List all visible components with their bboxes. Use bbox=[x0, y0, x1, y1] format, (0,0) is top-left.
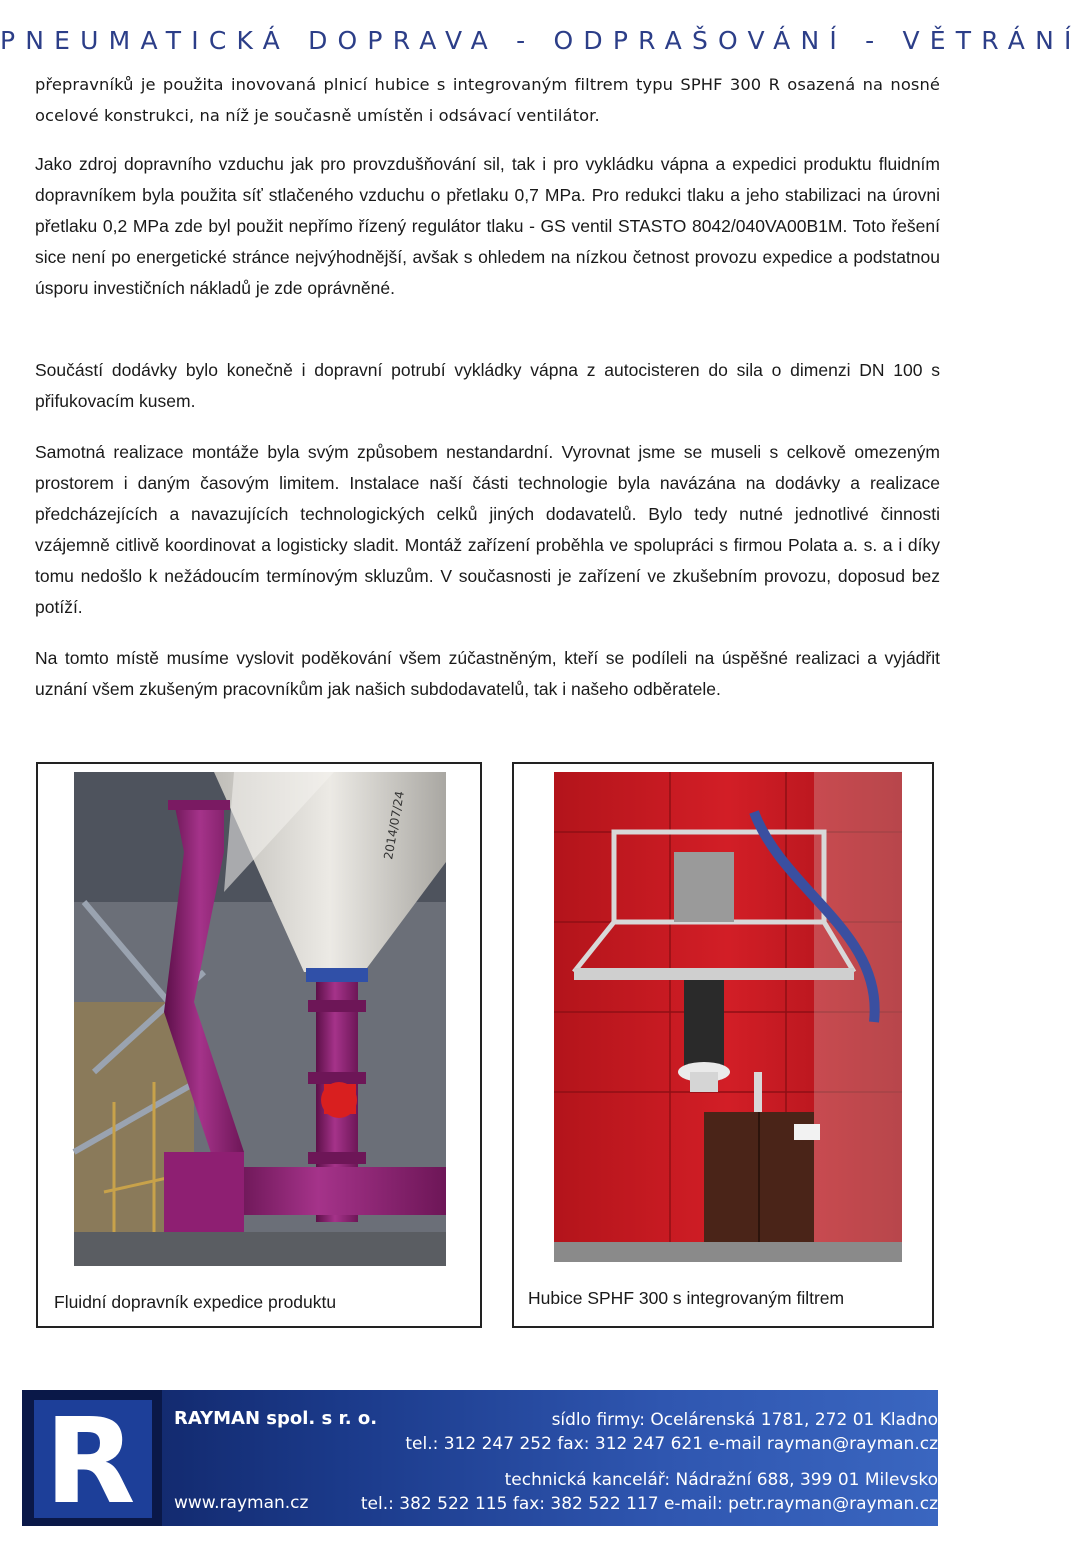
paragraph-text: přepravníků je použita inovovaná plnicí hubice s integrovaným filtrem typu SPHF 300 R osazená na nosné ocelové konstrukci, na níž je současně umístěn i odsávací ventilátor. bbox=[35, 75, 940, 125]
company-website[interactable]: www.rayman.cz bbox=[174, 1493, 309, 1513]
photo-fluid-conveyor-graphic bbox=[74, 772, 446, 1266]
company-seat-contact: tel.: 312 247 252 fax: 312 247 621 e-mail rayman@rayman.cz bbox=[405, 1434, 938, 1454]
rayman-logo bbox=[22, 1390, 162, 1530]
company-seat: sídlo firmy: Ocelárenská 1781, 272 01 Kladno bbox=[551, 1410, 938, 1430]
paragraph-intro bbox=[35, 69, 940, 131]
paragraph-delivery bbox=[35, 355, 940, 417]
paragraph-text: Na tomto místě musíme vyslovit poděkování všem zúčastněným, kteří se podíleli na úspěšné realizaci a vyjádřit uznání všem zkušeným pracovníkům jak našich subdodavatelů, tak i našeho odběratele. bbox=[35, 648, 940, 699]
photo-filling-head-graphic bbox=[554, 772, 902, 1262]
paragraph-installation bbox=[35, 437, 940, 623]
technical-office: technická kancelář: Nádražní 688, 399 01 Milevsko bbox=[504, 1470, 938, 1490]
company-name: RAYMAN spol. s r. o. bbox=[174, 1408, 378, 1429]
paragraph-text: Samotná realizace montáže byla svým způsobem nestandardní. Vyrovnat jsme se museli s celkově omezeným prostorem i daným časovým limitem. Instalace naší části technologie byla navázána na dodávky a realizace předcházejících a navazujících technologických celků jiných dodavatelů. Bylo tedy nutné jednotlivé činnosti vzájemně citlivě koordinovat a logisticky sladit. Montáž zařízení proběhla ve spolupráci s firmou Polata a. s. a i díky tomu nedošlo k nežádoucím termínovým skluzům. V současnosti je zařízení ve zkušebním provozu, doposud bez potíží. bbox=[35, 442, 940, 617]
logo-letter: R bbox=[44, 1392, 136, 1530]
photo-fluid-conveyor bbox=[74, 772, 446, 1266]
figure-filling-head bbox=[512, 762, 934, 1328]
technical-office-contact: tel.: 382 522 115 fax: 382 522 117 e-mail: petr.rayman@rayman.cz bbox=[360, 1494, 938, 1514]
date-stamp: 2014/07/24 bbox=[381, 789, 407, 861]
paragraph-text: Jako zdroj dopravního vzduchu jak pro provzdušňování sil, tak i pro vykládku vápna a expedici produktu fluidním dopravníkem byla použita síť stlačeného vzduchu o přetlaku 0,7 MPa. Pro redukci tlaku a jeho stabilizaci na úrovni přetlaku 0,2 MPa zde byl použit nepřímo řízený regulátor tlaku - GS ventil STASTO 8042/040VA00B1M. Toto řešení sice není po energetické stránce nejvýhodnější, avšak s ohledem na nízkou četnost provozu expedice a podstatnou úsporu investičních nákladů je zde oprávněné. bbox=[35, 154, 940, 298]
paragraph-text: Součástí dodávky bylo konečně i dopravní potrubí vykládky vápna z autocisteren do sila o dimenzi DN 100 s přifukovacím kusem. bbox=[35, 360, 940, 411]
figure-fluid-conveyor bbox=[36, 762, 482, 1328]
paragraph-thanks bbox=[35, 643, 940, 705]
logo-icon bbox=[22, 1390, 162, 1530]
company-footer bbox=[22, 1390, 938, 1530]
paragraph-air-supply bbox=[35, 149, 940, 304]
figure-caption: Hubice SPHF 300 s integrovaným filtrem bbox=[528, 1288, 845, 1308]
figure-caption: Fluidní dopravník expedice produktu bbox=[54, 1292, 337, 1312]
photo-filling-head bbox=[554, 772, 902, 1262]
page-header: PNEUMATICKÁ DOPRAVA - ODPRAŠOVÁNÍ - VĚTRÁNÍ bbox=[0, 26, 1082, 55]
